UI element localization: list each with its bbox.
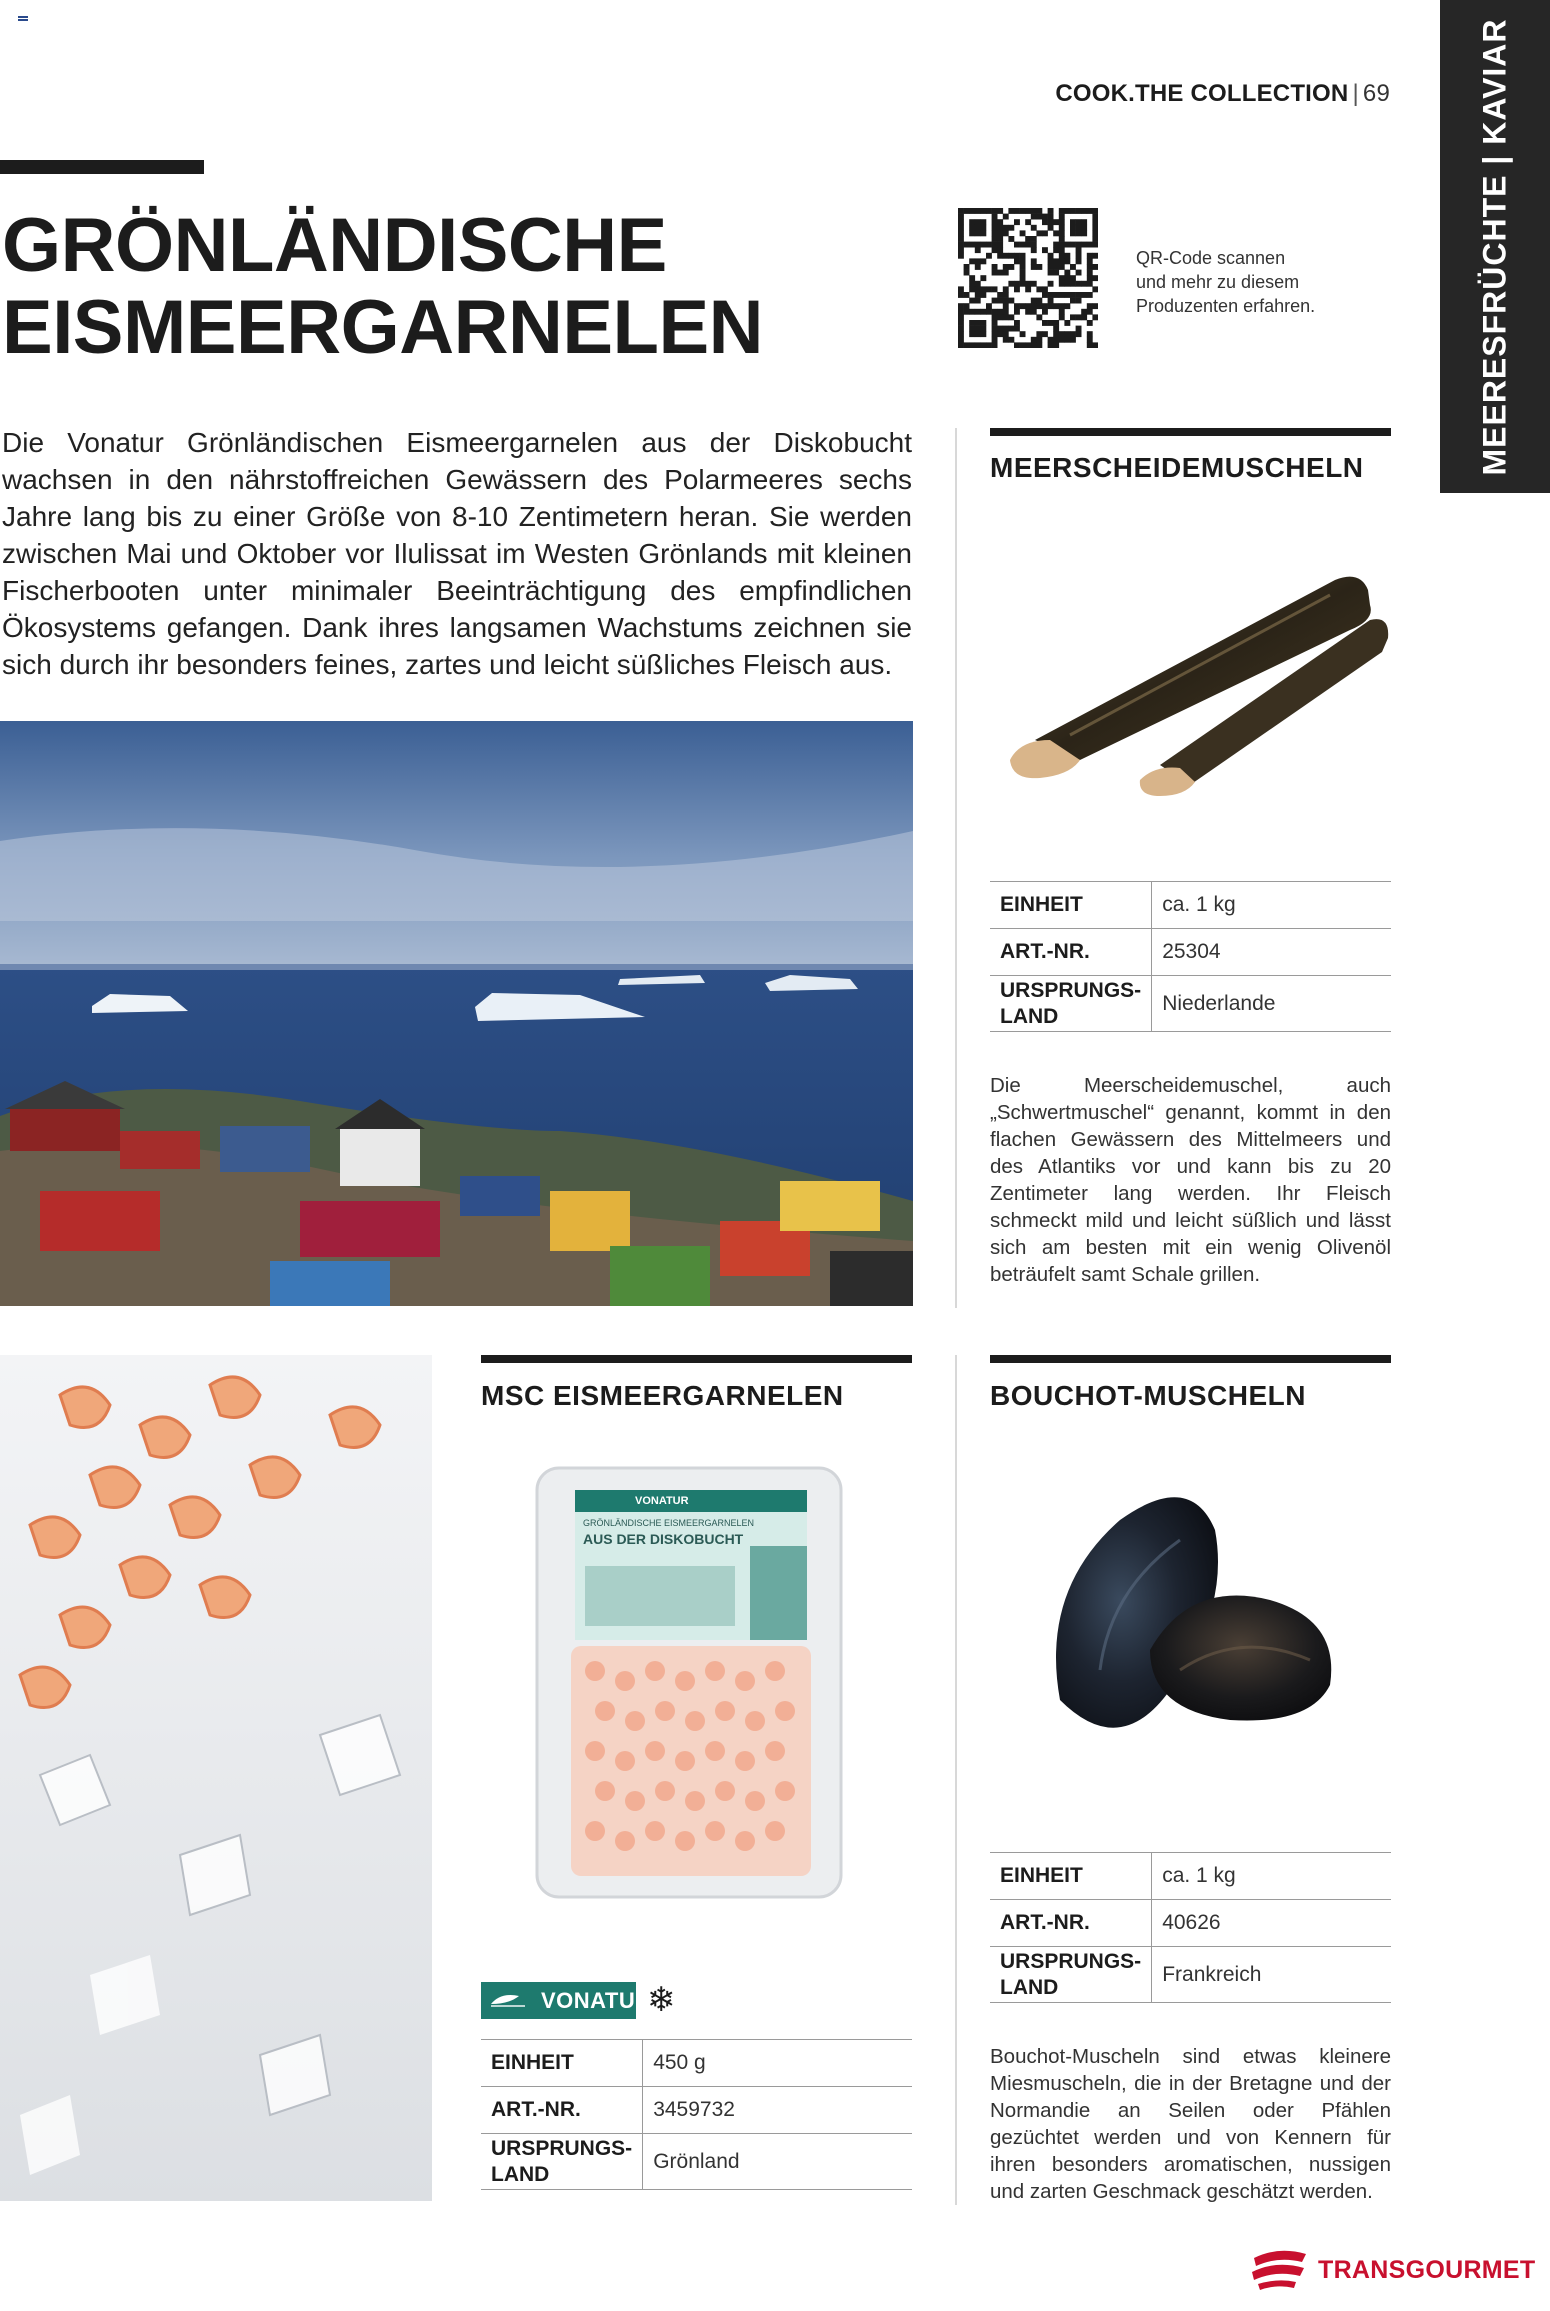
meerscheide-rule — [990, 428, 1391, 436]
spec-value: 450 g — [643, 2040, 912, 2087]
qr-caption-line: QR-Code scannen — [1136, 248, 1286, 268]
spec-value: ca. 1 kg — [1152, 1853, 1391, 1900]
qr-caption — [1136, 246, 1356, 318]
mussels-photo — [1040, 1470, 1340, 1770]
spec-label: EINHEIT — [990, 882, 1152, 929]
package-subtitle: GRÖNLÄNDISCHE EISMEERGARNELEN — [583, 1518, 755, 1528]
package-brand: VONATUR — [635, 1495, 689, 1507]
spec-label-line: URSPRUNGS- — [1000, 1949, 1142, 1973]
spec-label-line: URSPRUNGS- — [491, 2136, 633, 2160]
column-divider — [955, 428, 957, 1308]
shrimp-package-photo — [535, 1466, 843, 1899]
intro-text: Die Vonatur Grönländischen Eismeergarnelen aus der Diskobucht wachsen in den nährstoffreichen Gewässern des Polarmeeres sechs Jahre lang bis zu einer Größe von 8-10 Zentimetern heran. Sie werden zwischen Mai und Oktober vor Ilulissat im Westen Grönlands mit kleinen Fischerbooten unter minimaler Beeinträchtigung des empfindlichen Ökosystems gefangen. Dank ihres langsamen Wachstums zeichnen sie sich durch ihr besonders feines, zartes und leicht süßliches Fleisch aus. — [2, 427, 912, 680]
page-number: 69 — [1362, 80, 1390, 107]
bouchot-spec-table — [990, 1852, 1391, 2003]
meerscheide-heading: MEERSCHEIDEMUSCHELN — [990, 452, 1364, 483]
spec-row-unit — [990, 1853, 1391, 1900]
spec-label-line: LAND — [1000, 1004, 1059, 1028]
menu-icon[interactable] — [18, 16, 28, 24]
shrimp-on-ice-photo — [0, 1355, 432, 2201]
qr-caption-line: Produzenten erfahren. — [1136, 296, 1316, 316]
vonatur-label: VONATUR — [541, 1988, 652, 2013]
spec-label-line: LAND — [1000, 1975, 1059, 1999]
spec-row-origin — [481, 2134, 912, 2190]
spec-label-line: LAND — [491, 2162, 550, 2186]
msc-heading: MSC EISMEERGARNELEN — [481, 1380, 844, 1411]
qr-code[interactable] — [958, 208, 1098, 348]
spec-label: ART.-NR. — [990, 1900, 1152, 1947]
spec-row-origin — [990, 976, 1391, 1032]
msc-spec-table — [481, 2039, 912, 2190]
vonatur-leaf-icon — [489, 1992, 529, 2008]
transgourmet-logo-icon — [1250, 2248, 1308, 2290]
package-title: AUS DER DISKOBUCHT — [583, 1531, 744, 1547]
bouchot-rule — [990, 1355, 1391, 1363]
spec-row-unit — [990, 882, 1391, 929]
greenland-photo — [0, 721, 913, 1306]
snowflake-icon: ❄ — [647, 1981, 676, 2019]
msc-rule — [481, 1355, 912, 1363]
spec-label-line: URSPRUNGS- — [1000, 978, 1142, 1002]
page-title — [2, 205, 763, 369]
spec-value: ca. 1 kg — [1152, 882, 1391, 929]
spec-row-art — [990, 1900, 1391, 1947]
header-separator: | — [1352, 80, 1359, 107]
spec-row-art — [990, 929, 1391, 976]
page-title-line-1: GRÖNLÄNDISCHE — [2, 203, 667, 288]
spec-value: 40626 — [1152, 1900, 1391, 1947]
spec-value: 3459732 — [643, 2087, 912, 2134]
bouchot-description: Bouchot-Muscheln sind etwas kleinere Miesmuscheln, die in der Bretagne und der Normandie an Seilen oder Pfählen gezüchtet werden und von Kennern für ihren besonders aromatischen, nussigen und zarten Geschmack geschätzt werden. — [990, 2045, 1391, 2203]
category-tab — [1440, 0, 1550, 493]
transgourmet-wordmark: TRANSGOURMET — [1318, 2256, 1536, 2284]
bouchot-heading: BOUCHOT-MUSCHELN — [990, 1380, 1306, 1411]
transgourmet-logo[interactable] — [1250, 2246, 1536, 2292]
meerscheide-spec-table — [990, 881, 1391, 1032]
spec-row-art — [481, 2087, 912, 2134]
category-tab-label: MEERESFRÜCHTE | KAVIAR — [1476, 17, 1513, 476]
meerscheide-description: Die Meerscheidemuschel, auch „Schwertmuschel“ genannt, kommt in den flachen Gewässern des Mittelmeers und des Atlantiks vor und kann bis zu 20 Zentimeter lang werden. Ihr Fleisch schmeckt mild und leicht süßlich und lässt sich am besten mit ein wenig Olivenöl beträufelt samt Schale grillen. — [990, 1074, 1391, 1286]
spec-value: 25304 — [1152, 929, 1391, 976]
column-divider — [955, 1355, 957, 2205]
page-title-line-2: EISMEERGARNELEN — [2, 285, 764, 370]
spec-label: EINHEIT — [990, 1853, 1152, 1900]
spec-row-unit — [481, 2040, 912, 2087]
razor-clam-photo — [990, 560, 1391, 800]
spec-label: ART.-NR. — [990, 929, 1152, 976]
collection-name: COOK.THE COLLECTION — [1055, 80, 1349, 107]
spec-label — [990, 976, 1152, 1032]
spec-label — [990, 1947, 1152, 2003]
spec-label: ART.-NR. — [481, 2087, 643, 2134]
spec-label: EINHEIT — [481, 2040, 643, 2087]
running-head — [1055, 80, 1390, 108]
vonatur-logo — [481, 1982, 652, 2019]
spec-value: Grönland — [643, 2134, 912, 2190]
spec-label — [481, 2134, 643, 2190]
spec-row-origin — [990, 1947, 1391, 2003]
qr-caption-line: und mehr zu diesem — [1136, 272, 1300, 292]
spec-value: Niederlande — [1152, 976, 1391, 1032]
spec-value: Frankreich — [1152, 1947, 1391, 2003]
title-rule — [0, 160, 204, 174]
